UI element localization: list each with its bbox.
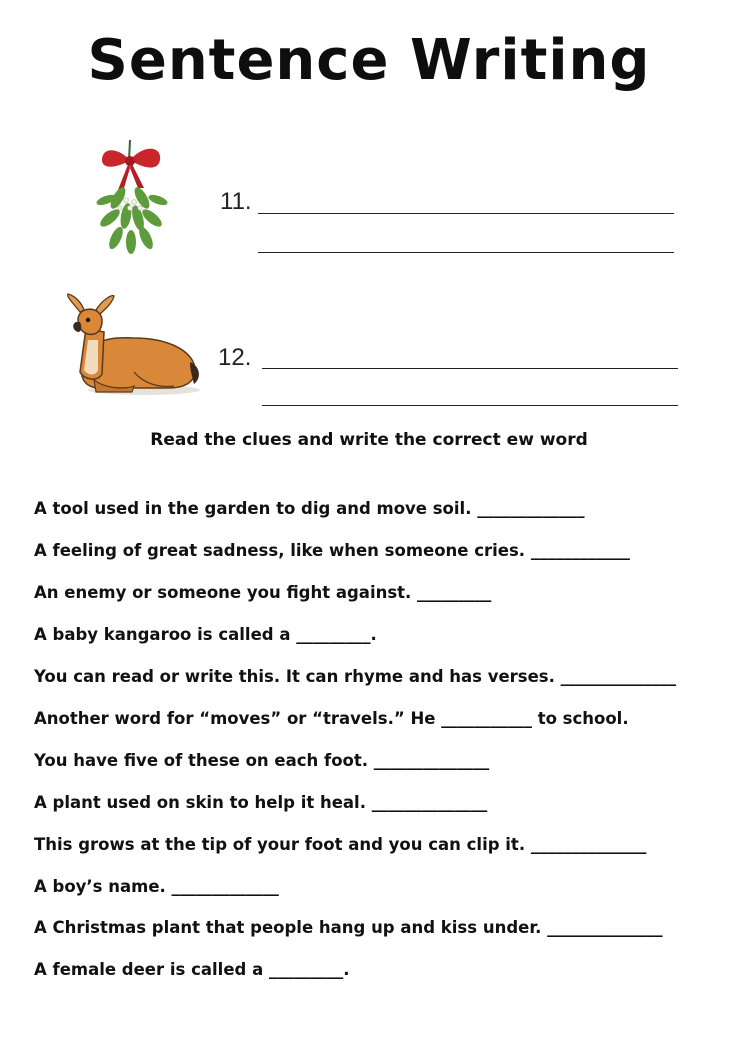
sentence-12-line-1[interactable] bbox=[262, 368, 678, 369]
sentence-12-number: 12. bbox=[218, 344, 252, 371]
clue-text: A female deer is called a _________. bbox=[34, 960, 350, 979]
sentence-11-number: 11. bbox=[220, 188, 252, 215]
clue-text: This grows at the tip of your foot and you can clip it. ______________ bbox=[34, 835, 647, 854]
clue-text: A Christmas plant that people hang up and kiss under. ______________ bbox=[34, 918, 663, 937]
clue-text: A baby kangaroo is called a _________. bbox=[34, 625, 377, 644]
deer-image bbox=[64, 292, 206, 398]
clue-text: You can read or write this. It can rhyme and has verses. ______________ bbox=[34, 667, 677, 686]
page-title: Sentence Writing bbox=[87, 28, 651, 93]
clue-text: Another word for “moves” or “travels.” He ___________ to school. bbox=[34, 709, 629, 728]
sentence-11-line-1[interactable] bbox=[258, 213, 674, 214]
instruction: Read the clues and write the correct ew word bbox=[150, 430, 588, 450]
clue-text: A boy’s name. _____________ bbox=[34, 877, 279, 896]
clue-text: An enemy or someone you fight against. _________ bbox=[34, 583, 492, 602]
clue-text: You have five of these on each foot. ______________ bbox=[34, 751, 490, 770]
clue-text: A tool used in the garden to dig and move soil. _____________ bbox=[34, 499, 585, 518]
sentence-11-line-2[interactable] bbox=[258, 252, 674, 253]
sentence-12-line-2[interactable] bbox=[262, 405, 678, 406]
clue-text: A feeling of great sadness, like when someone cries. ____________ bbox=[34, 541, 630, 560]
mistletoe-image bbox=[96, 138, 170, 256]
clue-text: A plant used on skin to help it heal. ______________ bbox=[34, 793, 488, 812]
